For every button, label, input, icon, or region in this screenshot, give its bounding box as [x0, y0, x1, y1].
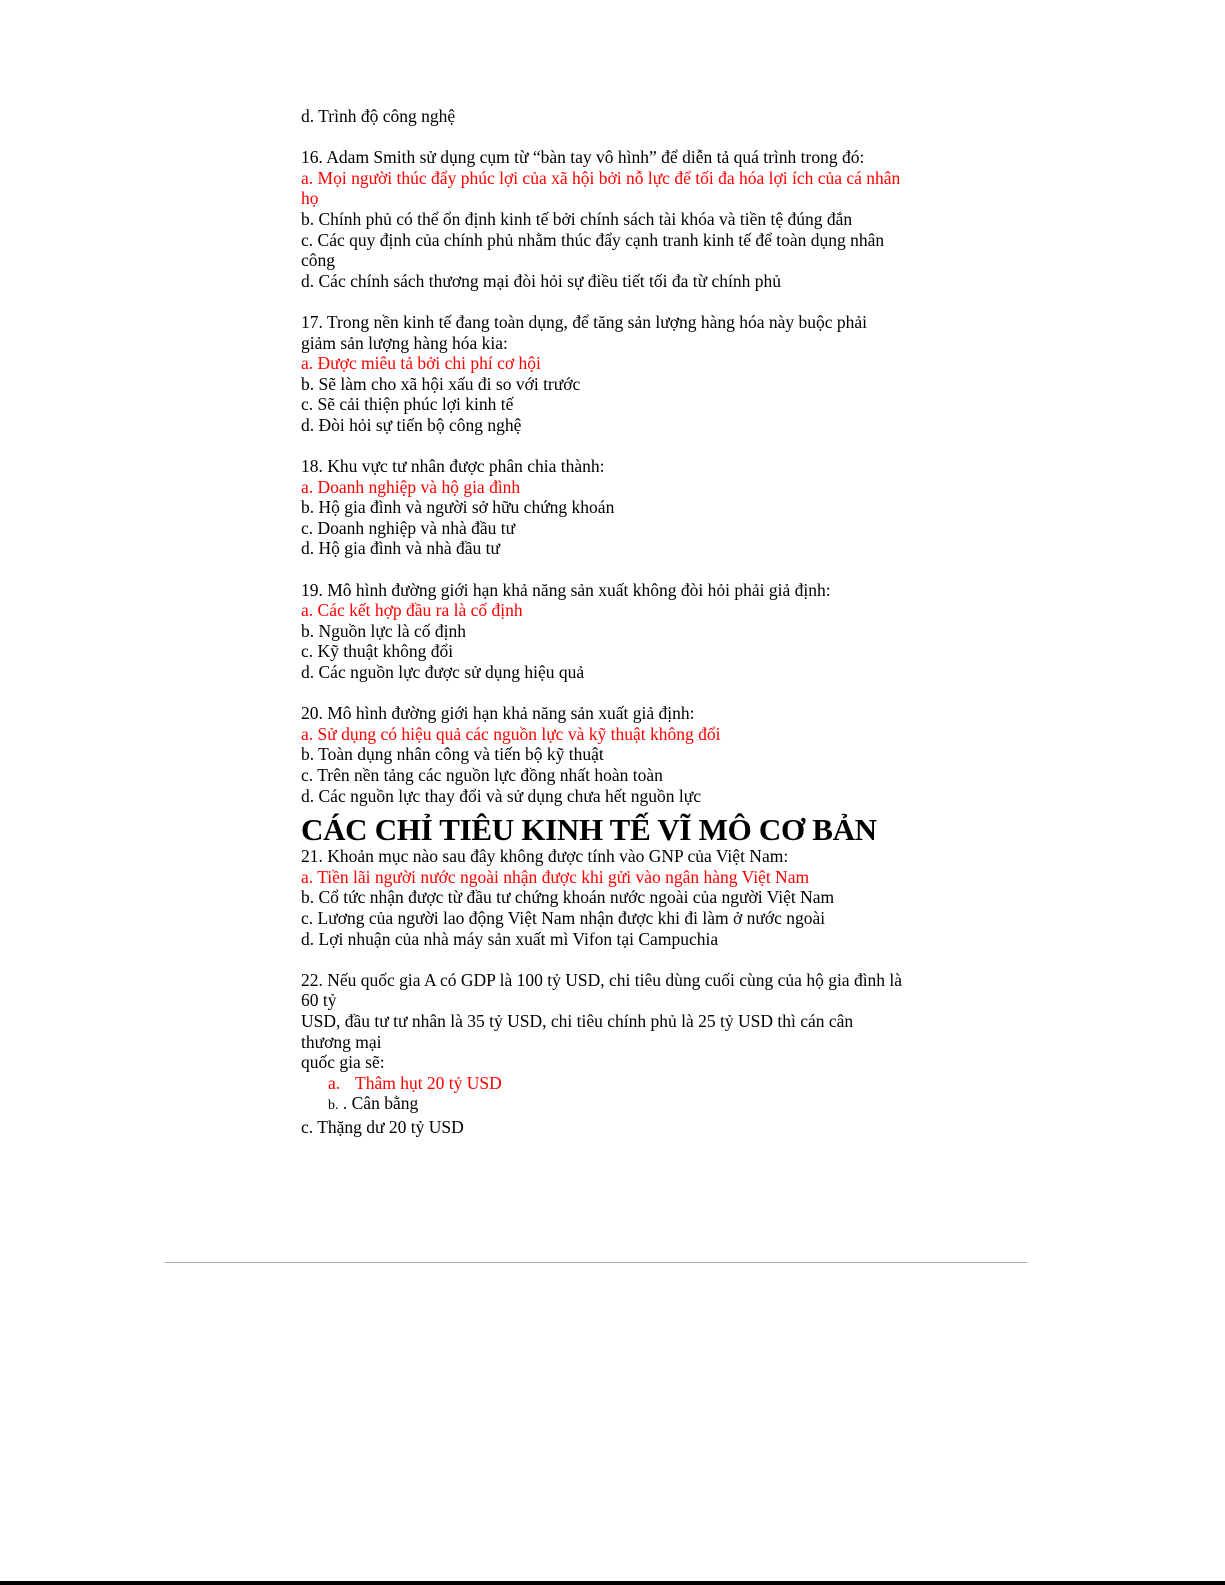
section-heading: CÁC CHỈ TIÊU KINH TẾ VĨ MÔ CƠ BẢN — [301, 812, 877, 848]
question-22 — [301, 970, 941, 1138]
q21-option-c: c. Lương của người lao động Việt Nam nhận được khi đi làm ở nước ngoài — [301, 907, 826, 928]
q18-option-d: d. Hộ gia đình và nhà đầu tư — [301, 538, 501, 559]
q18-option-a: a. Doanh nghiệp và hộ gia đình — [301, 476, 521, 497]
q19-option-b: b. Nguồn lực là cố định — [301, 620, 467, 641]
q19-option-a: a. Các kết hợp đầu ra là cố định — [301, 600, 523, 621]
q16-option-a-line2: họ — [301, 188, 319, 209]
q16-question: 16. Adam Smith sử dụng cụm từ “bàn tay vô hình” để diễn tả quá trình trong đó: — [301, 147, 865, 168]
q22-option-b-marker: b. — [328, 1098, 339, 1114]
q17-option-a: a. Được miêu tả bởi chi phí cơ hội — [301, 353, 541, 374]
question-19 — [301, 580, 941, 683]
q17-option-b: b. Sẽ làm cho xã hội xấu đi so với trước — [301, 373, 581, 394]
q22-option-c: c. Thặng dư 20 tỷ USD — [301, 1116, 464, 1137]
q22-question-line5: quốc gia sẽ: — [301, 1052, 385, 1073]
q22-question-line4: thương mại — [301, 1031, 382, 1052]
q21-question: 21. Khoản mục nào sau đây không được tính vào GNP của Việt Nam: — [301, 846, 789, 867]
bottom-edge-bar — [0, 1581, 1225, 1585]
q22-option-a-marker: a. — [328, 1072, 341, 1093]
q22-question-line2: 60 tỷ — [301, 990, 337, 1011]
q17-question-line1: 17. Trong nền kinh tế đang toàn dụng, để tăng sản lượng hàng hóa này buộc phải — [301, 311, 868, 332]
q20-question: 20. Mô hình đường giới hạn khả năng sản xuất giả định: — [301, 703, 695, 724]
q16-option-d: d. Các chính sách thương mại đòi hỏi sự điều tiết tối đa từ chính phủ — [301, 270, 781, 291]
q16-option-c-line2: công — [301, 250, 336, 271]
question-17 — [301, 312, 941, 436]
q22-option-a-text: Thâm hụt 20 tỷ USD — [355, 1072, 502, 1093]
q22-question-line1: 22. Nếu quốc gia A có GDP là 100 tỷ USD, chi tiêu dùng cuối cùng của hộ gia đình là — [301, 969, 903, 990]
q17-option-d: d. Đòi hỏi sự tiến bộ công nghệ — [301, 414, 522, 435]
document-body — [301, 106, 941, 1138]
question-16 — [301, 147, 941, 291]
q17-option-c: c. Sẽ cải thiện phúc lợi kinh tế — [301, 394, 514, 415]
q19-option-d: d. Các nguồn lực được sử dụng hiệu quả — [301, 662, 585, 683]
q20-option-a: a. Sử dụng có hiệu quả các nguồn lực và kỹ thuật không đổi — [301, 723, 721, 744]
q21-option-b: b. Cổ tức nhận được từ đầu tư chứng khoán nước ngoài của người Việt Nam — [301, 887, 835, 908]
q16-option-a-line1: a. Mọi người thúc đẩy phúc lợi của xã hội bởi nỗ lực để tối đa hóa lợi ích của cá nhân — [301, 167, 901, 188]
q20-option-b: b. Toàn dụng nhân công và tiến bộ kỹ thuật — [301, 744, 604, 765]
q15-option-d: d. Trình độ công nghệ — [301, 106, 456, 126]
q21-option-a: a. Tiền lãi người nước ngoài nhận được khi gửi vào ngân hàng Việt Nam — [301, 866, 810, 887]
q21-option-d: d. Lợi nhuận của nhà máy sản xuất mì Vifon tại Campuchia — [301, 928, 719, 949]
page-divider — [165, 1262, 1027, 1263]
q18-option-b: b. Hộ gia đình và người sở hữu chứng khoán — [301, 497, 615, 518]
q20-option-d: d. Các nguồn lực thay đổi và sử dụng chưa hết nguồn lực — [301, 785, 702, 806]
q19-option-c: c. Kỹ thuật không đổi — [301, 641, 454, 662]
question-21 — [301, 846, 941, 949]
q22-option-a — [301, 1073, 941, 1094]
q18-option-c: c. Doanh nghiệp và nhà đầu tư — [301, 517, 516, 538]
q16-option-b: b. Chính phủ có thể ổn định kinh tế bởi chính sách tài khóa và tiền tệ đúng đắn — [301, 208, 853, 229]
question-20 — [301, 703, 941, 806]
q22-option-b — [301, 1093, 941, 1117]
q18-question: 18. Khu vực tư nhân được phân chia thành: — [301, 456, 605, 477]
q19-question: 19. Mô hình đường giới hạn khả năng sản xuất không đòi hỏi phải giả định: — [301, 579, 831, 600]
q20-option-c: c. Trên nền tảng các nguồn lực đồng nhất hoàn toàn — [301, 765, 663, 785]
q22-question-line3: USD, đầu tư tư nhân là 35 tỷ USD, chi tiêu chính phủ là 25 tỷ USD thì cán cân — [301, 1010, 854, 1031]
question-18 — [301, 456, 941, 559]
q22-option-b-text: . Cân bằng — [342, 1093, 419, 1114]
q17-question-line2: giảm sản lượng hàng hóa kia: — [301, 332, 508, 353]
q16-option-c-line1: c. Các quy định của chính phủ nhằm thúc đẩy cạnh tranh kinh tế để toàn dụng nhân — [301, 229, 885, 250]
